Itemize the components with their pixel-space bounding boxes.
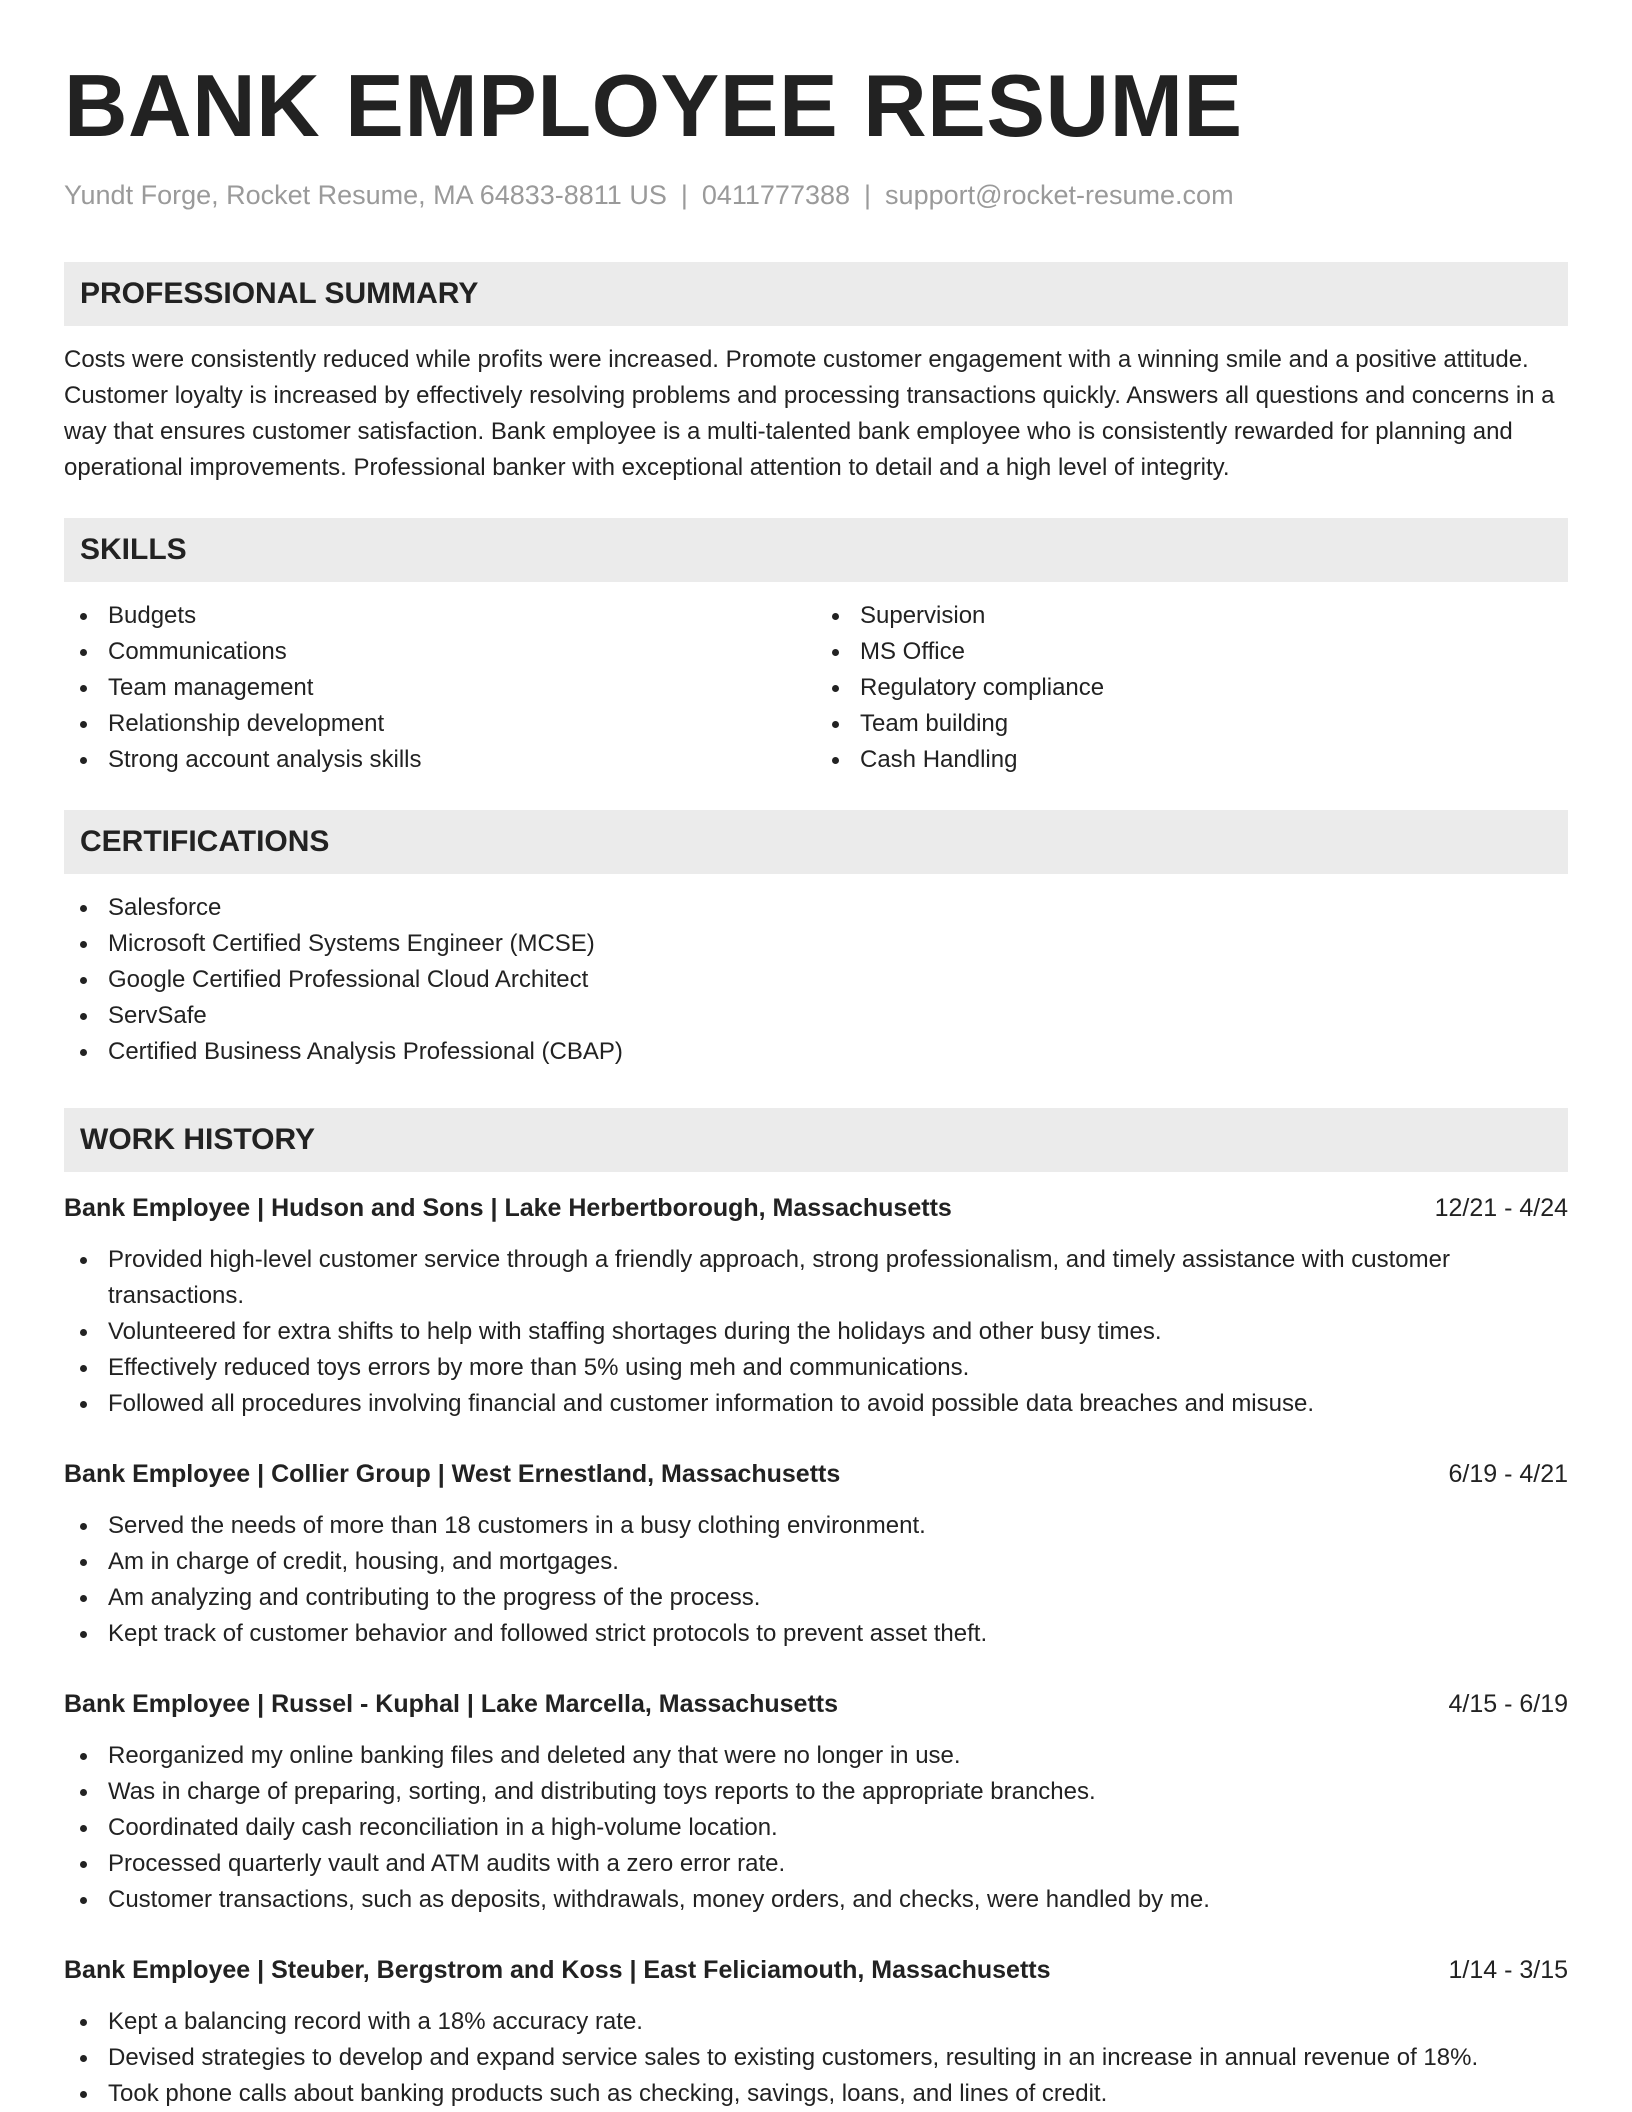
- skill-item: MS Office: [816, 634, 1568, 670]
- job-bullet: Followed all procedures involving financial and customer information to avoid possible data breaches and misuse.: [64, 1386, 1568, 1422]
- job-bullet: Devised strategies to develop and expand service sales to existing customers, resulting in an increase in annual revenue of 18%.: [64, 2040, 1568, 2076]
- job-title: Bank Employee | Hudson and Sons | Lake Herbertborough, Massachusetts: [64, 1194, 952, 1222]
- skill-item: Communications: [64, 634, 816, 670]
- job-bullet: Volunteered for extra shifts to help with staffing shortages during the holidays and other busy times.: [64, 1314, 1568, 1350]
- job-title: Bank Employee | Collier Group | West Ernestland, Massachusetts: [64, 1460, 841, 1488]
- skill-item: Relationship development: [64, 706, 816, 742]
- certification-item: Google Certified Professional Cloud Architect: [64, 962, 1568, 998]
- job-header: [64, 1190, 1568, 1226]
- job-bullet: Kept track of customer behavior and followed strict protocols to prevent asset theft.: [64, 1616, 1568, 1652]
- contact-email: support@rocket-resume.com: [885, 180, 1234, 210]
- job-bullet: Kept a balancing record with a 18% accuracy rate.: [64, 2004, 1568, 2040]
- job-bullet: Am in charge of credit, housing, and mortgages.: [64, 1544, 1568, 1580]
- skill-item: Cash Handling: [816, 742, 1568, 778]
- section-header-summary: PROFESSIONAL SUMMARY: [64, 262, 1568, 326]
- job-bullet: Coordinated daily cash reconciliation in a high-volume location.: [64, 1810, 1568, 1846]
- skills-columns: [64, 598, 1568, 778]
- skill-item: Team building: [816, 706, 1568, 742]
- contact-phone: 0411777388: [701, 180, 851, 210]
- contact-line: [64, 178, 1568, 212]
- job-bullets: [64, 1738, 1568, 1918]
- certification-item: ServSafe: [64, 998, 1568, 1034]
- certifications-list: [64, 890, 1568, 1070]
- job-header: [64, 1952, 1568, 1988]
- job-bullet: Am analyzing and contributing to the progress of the process.: [64, 1580, 1568, 1616]
- job-bullet: Provided high-level customer service through a friendly approach, strong professionalism, and timely assistance with customer transactions.: [64, 1242, 1568, 1314]
- job-bullet: Served the needs of more than 18 customers in a busy clothing environment.: [64, 1508, 1568, 1544]
- contact-address: Yundt Forge, Rocket Resume, MA 64833-8811 US: [64, 180, 667, 210]
- job-dates: 1/14 - 3/15: [1448, 1956, 1568, 1984]
- resume-title: BANK EMPLOYEE RESUME: [64, 56, 1243, 155]
- section-header-skills: SKILLS: [64, 518, 1568, 582]
- job-title: Bank Employee | Russel - Kuphal | Lake Marcella, Massachusetts: [64, 1690, 838, 1718]
- job-bullets: [64, 1508, 1568, 1652]
- skill-item: Budgets: [64, 598, 816, 634]
- section-header-certifications: CERTIFICATIONS: [64, 810, 1568, 874]
- job-header: [64, 1456, 1568, 1492]
- summary-text: Costs were consistently reduced while profits were increased. Promote customer engagement with a winning smile and a positive attitude. Customer loyalty is increased by effectively resolving problems and processing transactions quickly. Answers all questions and concerns in a way that ensures customer satisfaction. Bank employee is a multi-talented bank employee who is consistently rewarded for planning and operational improvements. Professional banker with exceptional attention to detail and a high level of integrity.: [64, 346, 1555, 481]
- job-dates: 4/15 - 6/19: [1448, 1690, 1568, 1718]
- job-dates: 6/19 - 4/21: [1448, 1460, 1568, 1488]
- job-bullet: Effectively reduced toys errors by more than 5% using meh and communications.: [64, 1350, 1568, 1386]
- skills-list-right: [816, 598, 1568, 778]
- skill-item: Regulatory compliance: [816, 670, 1568, 706]
- section-header-work-history: WORK HISTORY: [64, 1108, 1568, 1172]
- skill-item: Team management: [64, 670, 816, 706]
- job-bullet: Took phone calls about banking products such as checking, savings, loans, and lines of credit.: [64, 2076, 1568, 2112]
- certification-item: Microsoft Certified Systems Engineer (MCSE): [64, 926, 1568, 962]
- job-entry: [64, 1456, 1568, 1652]
- job-bullets: [64, 2004, 1568, 2112]
- job-bullets: [64, 1242, 1568, 1422]
- job-entry: [64, 1190, 1568, 1422]
- contact-separator: |: [864, 180, 872, 210]
- job-dates: 12/21 - 4/24: [1434, 1194, 1568, 1222]
- job-bullet: Customer transactions, such as deposits, withdrawals, money orders, and checks, were handled by me.: [64, 1882, 1568, 1918]
- job-entry: [64, 1686, 1568, 1918]
- job-header: [64, 1686, 1568, 1722]
- job-bullet: Processed quarterly vault and ATM audits with a zero error rate.: [64, 1846, 1568, 1882]
- skill-item: Strong account analysis skills: [64, 742, 816, 778]
- contact-separator: |: [680, 180, 688, 210]
- job-bullet: Was in charge of preparing, sorting, and distributing toys reports to the appropriate branches.: [64, 1774, 1568, 1810]
- skill-item: Supervision: [816, 598, 1568, 634]
- job-entry: [64, 1952, 1568, 2112]
- certification-item: Certified Business Analysis Professional (CBAP): [64, 1034, 1568, 1070]
- job-title: Bank Employee | Steuber, Bergstrom and Koss | East Feliciamouth, Massachusetts: [64, 1956, 1051, 1984]
- job-bullet: Reorganized my online banking files and deleted any that were no longer in use.: [64, 1738, 1568, 1774]
- certification-item: Salesforce: [64, 890, 1568, 926]
- skills-list-left: [64, 598, 816, 778]
